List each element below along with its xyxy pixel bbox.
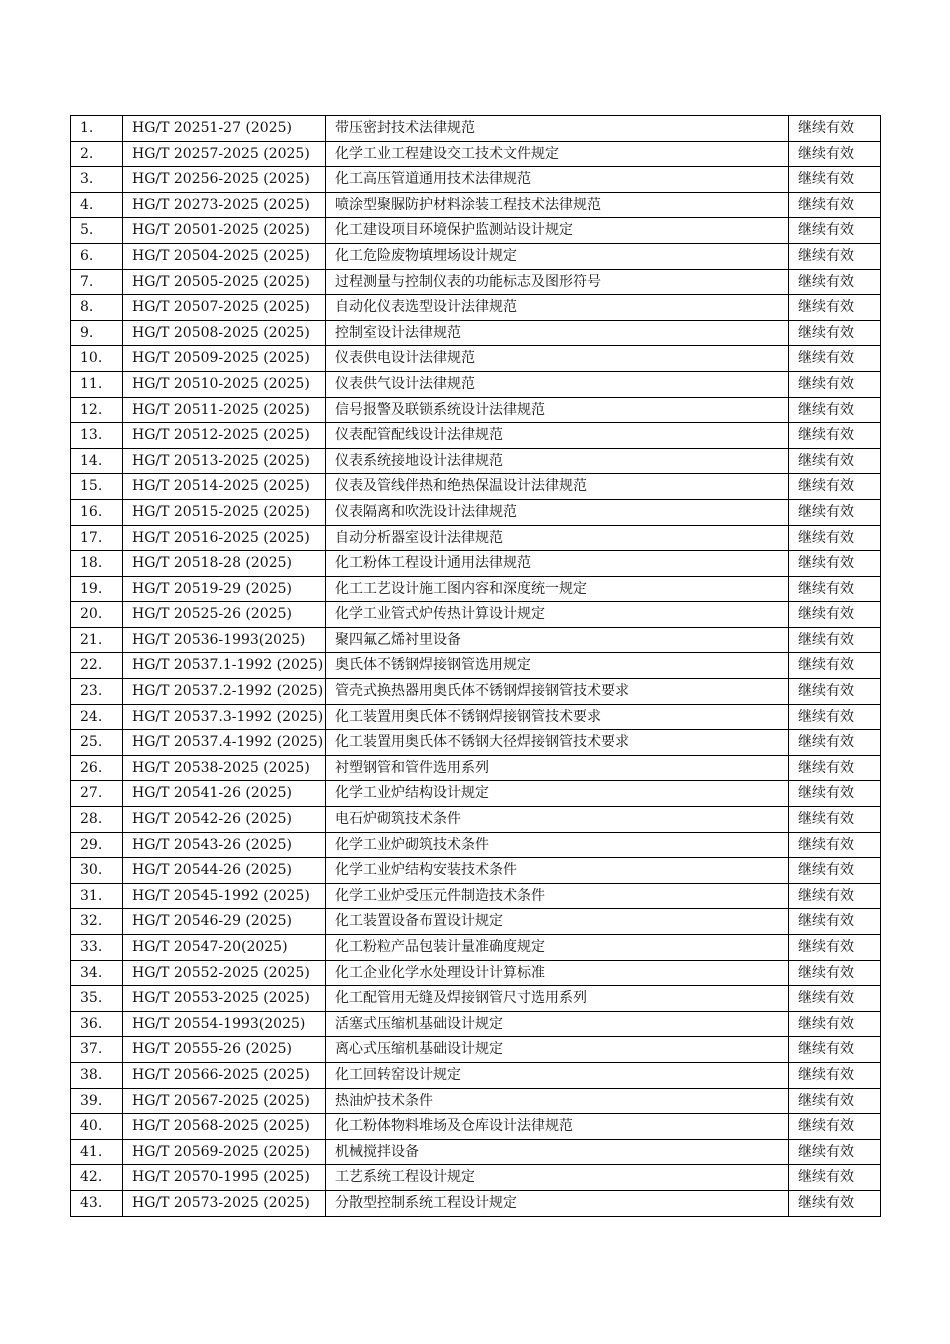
- standard-code: HG/T 20547-20(2025): [123, 935, 326, 961]
- standard-code: HG/T 20555-26 (2025): [123, 1037, 326, 1063]
- standard-code: HG/T 20552-2025 (2025): [123, 960, 326, 986]
- table-row: [71, 448, 881, 474]
- standard-status: 继续有效: [789, 755, 881, 781]
- row-number: 22.: [71, 653, 123, 679]
- table-row: [71, 909, 881, 935]
- standard-code: HG/T 20543-26 (2025): [123, 832, 326, 858]
- table-row: [71, 781, 881, 807]
- standard-status: 继续有效: [789, 807, 881, 833]
- table-row: [71, 243, 881, 269]
- row-number: 19.: [71, 576, 123, 602]
- standard-code: HG/T 20542-26 (2025): [123, 807, 326, 833]
- standard-title: 化工配管用无缝及焊接钢管尺寸选用系列: [326, 986, 789, 1012]
- standard-title: 化工工艺设计施工图内容和深度统一规定: [326, 576, 789, 602]
- standard-status: 继续有效: [789, 1165, 881, 1191]
- standard-code: HG/T 20525-26 (2025): [123, 602, 326, 628]
- row-number: 37.: [71, 1037, 123, 1063]
- row-number: 30.: [71, 858, 123, 884]
- standard-status: 继续有效: [789, 397, 881, 423]
- standard-status: 继续有效: [789, 653, 881, 679]
- table-row: [71, 423, 881, 449]
- row-number: 31.: [71, 883, 123, 909]
- table-row: [71, 499, 881, 525]
- table-row: [71, 295, 881, 321]
- standard-title: 仪表隔离和吹洗设计法律规范: [326, 499, 789, 525]
- table-row: [71, 935, 881, 961]
- row-number: 4.: [71, 192, 123, 218]
- standard-status: 继续有效: [789, 679, 881, 705]
- table-row: [71, 755, 881, 781]
- standard-title: 活塞式压缩机基础设计规定: [326, 1011, 789, 1037]
- table-row: [71, 627, 881, 653]
- row-number: 23.: [71, 679, 123, 705]
- standard-title: 化学工业工程建设交工技术文件规定: [326, 141, 789, 167]
- table-row: [71, 116, 881, 142]
- standard-status: 继续有效: [789, 346, 881, 372]
- standard-status: 继续有效: [789, 1011, 881, 1037]
- standard-status: 继续有效: [789, 627, 881, 653]
- standard-code: HG/T 20256-2025 (2025): [123, 167, 326, 193]
- row-number: 28.: [71, 807, 123, 833]
- row-number: 3.: [71, 167, 123, 193]
- standard-status: 继续有效: [789, 730, 881, 756]
- table-row: [71, 320, 881, 346]
- standard-status: 继续有效: [789, 474, 881, 500]
- row-number: 43.: [71, 1190, 123, 1216]
- standard-code: HG/T 20538-2025 (2025): [123, 755, 326, 781]
- standard-title: 离心式压缩机基础设计规定: [326, 1037, 789, 1063]
- standard-title: 衬塑钢管和管件选用系列: [326, 755, 789, 781]
- standard-status: 继续有效: [789, 371, 881, 397]
- standard-code: HG/T 20546-29 (2025): [123, 909, 326, 935]
- table-row: [71, 192, 881, 218]
- row-number: 16.: [71, 499, 123, 525]
- standard-status: 继续有效: [789, 781, 881, 807]
- standards-table: [70, 115, 881, 1217]
- standard-title: 机械搅拌设备: [326, 1139, 789, 1165]
- table-row: [71, 858, 881, 884]
- row-number: 1.: [71, 116, 123, 142]
- standard-status: 继续有效: [789, 243, 881, 269]
- standard-status: 继续有效: [789, 551, 881, 577]
- row-number: 8.: [71, 295, 123, 321]
- standard-status: 继续有效: [789, 116, 881, 142]
- standard-status: 继续有效: [789, 448, 881, 474]
- standard-code: HG/T 20519-29 (2025): [123, 576, 326, 602]
- table-row: [71, 1037, 881, 1063]
- standard-title: 化学工业炉结构安装技术条件: [326, 858, 789, 884]
- standard-code: HG/T 20508-2025 (2025): [123, 320, 326, 346]
- standard-status: 继续有效: [789, 935, 881, 961]
- standard-status: 继续有效: [789, 320, 881, 346]
- table-row: [71, 218, 881, 244]
- standard-title: 聚四氟乙烯衬里设备: [326, 627, 789, 653]
- row-number: 39.: [71, 1088, 123, 1114]
- standard-code: HG/T 20541-26 (2025): [123, 781, 326, 807]
- row-number: 10.: [71, 346, 123, 372]
- row-number: 33.: [71, 935, 123, 961]
- standard-title: 化工装置设备布置设计规定: [326, 909, 789, 935]
- standard-code: HG/T 20553-2025 (2025): [123, 986, 326, 1012]
- row-number: 9.: [71, 320, 123, 346]
- standard-code: HG/T 20570-1995 (2025): [123, 1165, 326, 1191]
- standard-status: 继续有效: [789, 960, 881, 986]
- standard-code: HG/T 20273-2025 (2025): [123, 192, 326, 218]
- row-number: 29.: [71, 832, 123, 858]
- standard-title: 管壳式换热器用奥氏体不锈钢焊接钢管技术要求: [326, 679, 789, 705]
- standard-title: 自动分析器室设计法律规范: [326, 525, 789, 551]
- row-number: 12.: [71, 397, 123, 423]
- standard-status: 继续有效: [789, 295, 881, 321]
- row-number: 18.: [71, 551, 123, 577]
- row-number: 35.: [71, 986, 123, 1012]
- standard-title: 仪表系统接地设计法律规范: [326, 448, 789, 474]
- row-number: 15.: [71, 474, 123, 500]
- row-number: 21.: [71, 627, 123, 653]
- standard-status: 继续有效: [789, 1062, 881, 1088]
- standard-title: 化工装置用奥氏体不锈钢大径焊接钢管技术要求: [326, 730, 789, 756]
- standard-title: 化工装置用奥氏体不锈钢焊接钢管技术要求: [326, 704, 789, 730]
- table-row: [71, 474, 881, 500]
- standard-code: HG/T 20544-26 (2025): [123, 858, 326, 884]
- standard-code: HG/T 20566-2025 (2025): [123, 1062, 326, 1088]
- table-row: [71, 167, 881, 193]
- standard-title: 化学工业炉结构设计规定: [326, 781, 789, 807]
- table-row: [71, 832, 881, 858]
- standard-status: 继续有效: [789, 192, 881, 218]
- table-row: [71, 960, 881, 986]
- standard-title: 奥氏体不锈钢焊接钢管选用规定: [326, 653, 789, 679]
- table-row: [71, 397, 881, 423]
- standard-code: HG/T 20501-2025 (2025): [123, 218, 326, 244]
- row-number: 17.: [71, 525, 123, 551]
- row-number: 7.: [71, 269, 123, 295]
- standard-code: HG/T 20569-2025 (2025): [123, 1139, 326, 1165]
- standard-status: 继续有效: [789, 525, 881, 551]
- standard-status: 继续有效: [789, 1139, 881, 1165]
- table-row: [71, 525, 881, 551]
- standard-code: HG/T 20554-1993(2025): [123, 1011, 326, 1037]
- table-row: [71, 986, 881, 1012]
- row-number: 27.: [71, 781, 123, 807]
- standard-title: 化工企业化学水处理设计计算标准: [326, 960, 789, 986]
- standard-title: 化工回转窑设计规定: [326, 1062, 789, 1088]
- standard-code: HG/T 20504-2025 (2025): [123, 243, 326, 269]
- standard-code: HG/T 20568-2025 (2025): [123, 1114, 326, 1140]
- standard-status: 继续有效: [789, 1114, 881, 1140]
- standard-status: 继续有效: [789, 1190, 881, 1216]
- row-number: 13.: [71, 423, 123, 449]
- row-number: 2.: [71, 141, 123, 167]
- standard-title: 化学工业管式炉传热计算设计规定: [326, 602, 789, 628]
- table-row: [71, 1011, 881, 1037]
- standard-title: 化学工业炉砌筑技术条件: [326, 832, 789, 858]
- standard-status: 继续有效: [789, 883, 881, 909]
- standard-status: 继续有效: [789, 909, 881, 935]
- standard-status: 继续有效: [789, 1088, 881, 1114]
- standard-title: 分散型控制系统工程设计规定: [326, 1190, 789, 1216]
- standard-code: HG/T 20545-1992 (2025): [123, 883, 326, 909]
- standard-title: 电石炉砌筑技术条件: [326, 807, 789, 833]
- row-number: 25.: [71, 730, 123, 756]
- standard-code: HG/T 20251-27 (2025): [123, 116, 326, 142]
- standards-table-body: [71, 116, 881, 1217]
- standard-code: HG/T 20257-2025 (2025): [123, 141, 326, 167]
- standard-status: 继续有效: [789, 167, 881, 193]
- standard-code: HG/T 20513-2025 (2025): [123, 448, 326, 474]
- table-row: [71, 1114, 881, 1140]
- standard-code: HG/T 20514-2025 (2025): [123, 474, 326, 500]
- table-row: [71, 807, 881, 833]
- standard-title: 化工粉体物料堆场及仓库设计法律规范: [326, 1114, 789, 1140]
- row-number: 41.: [71, 1139, 123, 1165]
- standard-code: HG/T 20573-2025 (2025): [123, 1190, 326, 1216]
- table-row: [71, 883, 881, 909]
- standard-title: 自动化仪表选型设计法律规范: [326, 295, 789, 321]
- standard-code: HG/T 20537.3-1992 (2025): [123, 704, 326, 730]
- table-row: [71, 653, 881, 679]
- standard-title: 过程测量与控制仪表的功能标志及图形符号: [326, 269, 789, 295]
- standard-title: 工艺系统工程设计规定: [326, 1165, 789, 1191]
- standard-code: HG/T 20516-2025 (2025): [123, 525, 326, 551]
- standard-code: HG/T 20509-2025 (2025): [123, 346, 326, 372]
- standard-title: 带压密封技术法律规范: [326, 116, 789, 142]
- standard-code: HG/T 20510-2025 (2025): [123, 371, 326, 397]
- standard-code: HG/T 20512-2025 (2025): [123, 423, 326, 449]
- row-number: 11.: [71, 371, 123, 397]
- standard-status: 继续有效: [789, 986, 881, 1012]
- standard-title: 化工粉粒产品包装计量准确度规定: [326, 935, 789, 961]
- table-row: [71, 679, 881, 705]
- standard-code: HG/T 20505-2025 (2025): [123, 269, 326, 295]
- table-row: [71, 269, 881, 295]
- standard-status: 继续有效: [789, 218, 881, 244]
- table-row: [71, 141, 881, 167]
- table-row: [71, 1062, 881, 1088]
- table-row: [71, 704, 881, 730]
- standard-status: 继续有效: [789, 499, 881, 525]
- standard-title: 仪表供电设计法律规范: [326, 346, 789, 372]
- standard-status: 继续有效: [789, 858, 881, 884]
- standard-status: 继续有效: [789, 423, 881, 449]
- standard-title: 喷涂型聚脲防护材料涂装工程技术法律规范: [326, 192, 789, 218]
- standard-title: 控制室设计法律规范: [326, 320, 789, 346]
- table-row: [71, 1165, 881, 1191]
- standard-code: HG/T 20536-1993(2025): [123, 627, 326, 653]
- row-number: 36.: [71, 1011, 123, 1037]
- row-number: 40.: [71, 1114, 123, 1140]
- standard-title: 化工粉体工程设计通用法律规范: [326, 551, 789, 577]
- row-number: 5.: [71, 218, 123, 244]
- standard-title: 化学工业炉受压元件制造技术条件: [326, 883, 789, 909]
- standard-code: HG/T 20537.1-1992 (2025): [123, 653, 326, 679]
- standard-status: 继续有效: [789, 1037, 881, 1063]
- standard-status: 继续有效: [789, 576, 881, 602]
- standard-code: HG/T 20515-2025 (2025): [123, 499, 326, 525]
- row-number: 42.: [71, 1165, 123, 1191]
- row-number: 20.: [71, 602, 123, 628]
- row-number: 14.: [71, 448, 123, 474]
- standard-status: 继续有效: [789, 141, 881, 167]
- standard-title: 仪表配管配线设计法律规范: [326, 423, 789, 449]
- standard-code: HG/T 20567-2025 (2025): [123, 1088, 326, 1114]
- table-row: [71, 346, 881, 372]
- row-number: 34.: [71, 960, 123, 986]
- standard-title: 化工建设项目环境保护监测站设计规定: [326, 218, 789, 244]
- standard-title: 热油炉技术条件: [326, 1088, 789, 1114]
- standard-title: 化工高压管道通用技术法律规范: [326, 167, 789, 193]
- standard-code: HG/T 20537.2-1992 (2025): [123, 679, 326, 705]
- table-row: [71, 576, 881, 602]
- standard-status: 继续有效: [789, 602, 881, 628]
- standard-title: 仪表供气设计法律规范: [326, 371, 789, 397]
- table-row: [71, 371, 881, 397]
- table-row: [71, 1190, 881, 1216]
- standard-code: HG/T 20537.4-1992 (2025): [123, 730, 326, 756]
- row-number: 32.: [71, 909, 123, 935]
- row-number: 26.: [71, 755, 123, 781]
- table-row: [71, 551, 881, 577]
- table-row: [71, 1088, 881, 1114]
- table-row: [71, 602, 881, 628]
- row-number: 24.: [71, 704, 123, 730]
- table-row: [71, 1139, 881, 1165]
- standard-code: HG/T 20518-28 (2025): [123, 551, 326, 577]
- row-number: 38.: [71, 1062, 123, 1088]
- standard-title: 仪表及管线伴热和绝热保温设计法律规范: [326, 474, 789, 500]
- row-number: 6.: [71, 243, 123, 269]
- standard-status: 继续有效: [789, 704, 881, 730]
- standard-status: 继续有效: [789, 269, 881, 295]
- standard-code: HG/T 20511-2025 (2025): [123, 397, 326, 423]
- standard-title: 化工危险废物填埋场设计规定: [326, 243, 789, 269]
- standard-status: 继续有效: [789, 832, 881, 858]
- standard-code: HG/T 20507-2025 (2025): [123, 295, 326, 321]
- table-row: [71, 730, 881, 756]
- standard-title: 信号报警及联锁系统设计法律规范: [326, 397, 789, 423]
